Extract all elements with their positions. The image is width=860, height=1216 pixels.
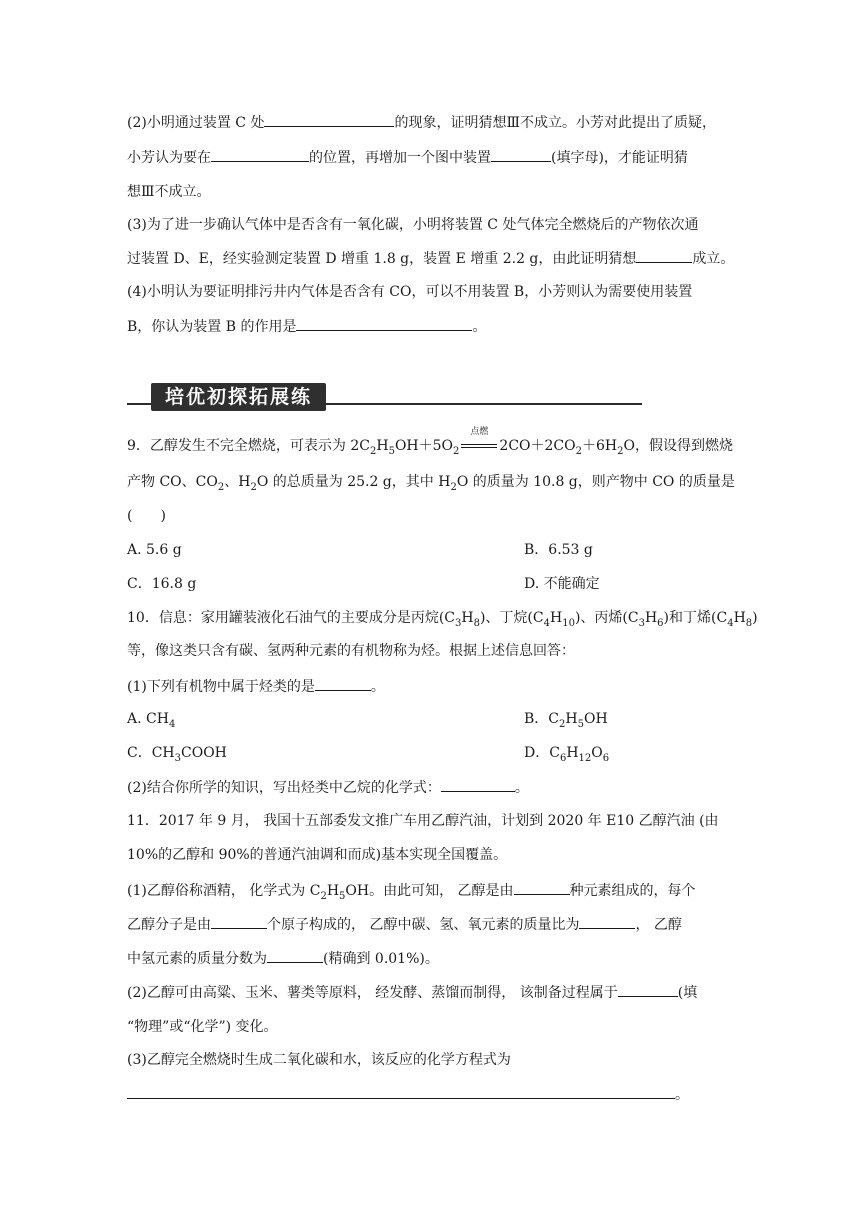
q10-options-row1 [127,709,608,730]
equation-blank[interactable] [127,1084,675,1099]
answer-blank[interactable] [267,948,323,963]
text: 想Ⅲ不成立。 [127,184,211,200]
answer-blank[interactable] [636,248,692,263]
text: (2)小明通过装置 C 处 [127,115,265,131]
q11-part2-line2: “物理”或“化学”) 变化。 [127,1019,278,1035]
q8-part2-line2 [127,147,688,168]
text: (4)小明认为要证明排污井内气体是否含有 CO，可以不用装置 B，小芳则认为需要使用装置 [127,284,693,300]
q10-line2: 等，像这类只含有碳、氢两种元素的有机物称为烃。根据上述信息回答： [127,643,575,659]
q8-part2-line3 [127,182,211,202]
q9-answer-paren[interactable]: ( ) [127,508,166,524]
text: B，你认为装置 B 的作用是 [127,319,297,335]
q11-line1: 11．2017 年 9 月， 我国十五部委发文推广车用乙醇汽油，计划到 2020 年 E10 乙醇汽油 (由 [127,813,719,829]
text: 过装置 D、E，经实验测定装置 D 增重 1.8 g，装置 E 增重 2.2 g，由此证明猜想 [127,251,637,267]
q9-line1: 9．乙醇发生不完全燃烧，可表示为 $2C_2H_5OH+5O_2$ 点燃 $2CO+2CO_2+6H_2O$，假设得到燃烧 [127,427,733,457]
reaction-condition: 点燃 [459,436,499,456]
q8-part2-line1 [127,112,716,133]
q10-part2: (2)结合你所学的知识，写出烃类中乙烷的化学式： 。 [127,777,529,798]
answer-blank[interactable] [211,147,309,162]
q11-part1-line3: 中氢元素的质量分数为 (精确到 0.01%)。 [127,948,439,969]
option-b[interactable]: B．$C_2H_5OH$ [524,711,608,730]
q8-part4-line2 [127,316,486,337]
text: (填字母)，才能证明猜 [551,150,688,166]
text: 小芳认为要在 [127,150,211,166]
q11-part3-line2: 。 [127,1084,689,1105]
answer-blank[interactable] [296,316,472,331]
answer-blank[interactable] [211,914,267,929]
text: 成立。 [692,251,735,267]
q8-part3-line2 [127,248,734,269]
q11-part1-line2: 乙醇分子是由 个原子构成的， 乙醇中碳、氢、氧元素的质量比为 ， 乙醇 [127,914,682,935]
section-title: 培优初探拓展练 [151,383,326,411]
answer-blank[interactable] [618,982,678,997]
option-b[interactable]: B．6.53 g [524,542,593,558]
option-d[interactable]: D. 不能确定 [524,576,600,592]
answer-blank[interactable] [579,914,635,929]
q11-part3-line1: (3)乙醇完全燃烧时生成二氧化碳和水，该反应的化学方程式为 [127,1052,511,1068]
text: (3)为了进一步确认气体中是否含有一氧化碳，小明将装置 C 处气体完全燃烧后的产物依次通 [127,217,699,233]
section-banner [127,382,642,414]
q9-options-row1 [127,540,593,560]
option-a[interactable]: A. $CH_4$ [127,711,176,730]
q9-line2: 产物 CO、$CO_2$、$H_2O$ 的总质量为 25.2 g，其中 $H_2O$ 的质量为 10.8 g，则产物中 CO 的质量是 [127,474,735,493]
q8-part3-line1 [127,215,698,235]
q10-part1: (1)下列有机物中属于烃类的是 。 [127,676,385,697]
option-a[interactable]: A. 5.6 g [127,542,182,558]
text: 的现象，证明猜想Ⅲ不成立。小芳对此提出了质疑， [394,115,716,131]
answer-blank[interactable] [491,147,551,162]
q9-options-row2 [127,574,600,594]
q10-options-row2 [127,743,610,764]
q10-line1: 10．信息：家用罐装液化石油气的主要成分是丙烷$(C_3H_8)$、丁烷$(C_4H_{10})$、丙烯$(C_3H_6)$和丁烯$(C_4H_8)$ [127,610,758,629]
q11-line2: 10%的乙醇和 90%的普通汽油调和而成)基本实现全国覆盖。 [127,847,508,863]
q11-part2-line1: (2)乙醇可由高粱、玉米、薯类等原料， 经发酵、蒸馏而制得， 该制备过程属于 (填 [127,982,697,1003]
q11-part1-line1: (1)乙醇俗称酒精， 化学式为 $C_2H_5OH$。由此可知， 乙醇是由 种元素组成的，每个 [127,880,696,901]
option-c[interactable]: C．16.8 g [127,576,197,592]
text: 。 [472,319,487,335]
text: 的位置，再增加一个图中装置 [309,150,491,166]
option-c[interactable]: C．$CH_3COOH$ [127,745,227,764]
answer-blank[interactable] [514,880,570,895]
answer-blank[interactable] [315,676,371,691]
answer-blank[interactable] [264,112,394,127]
answer-blank[interactable] [441,777,515,792]
option-d[interactable]: D．$C_6H_{12}O_6$ [524,745,610,764]
q8-part4-line1 [127,282,692,302]
